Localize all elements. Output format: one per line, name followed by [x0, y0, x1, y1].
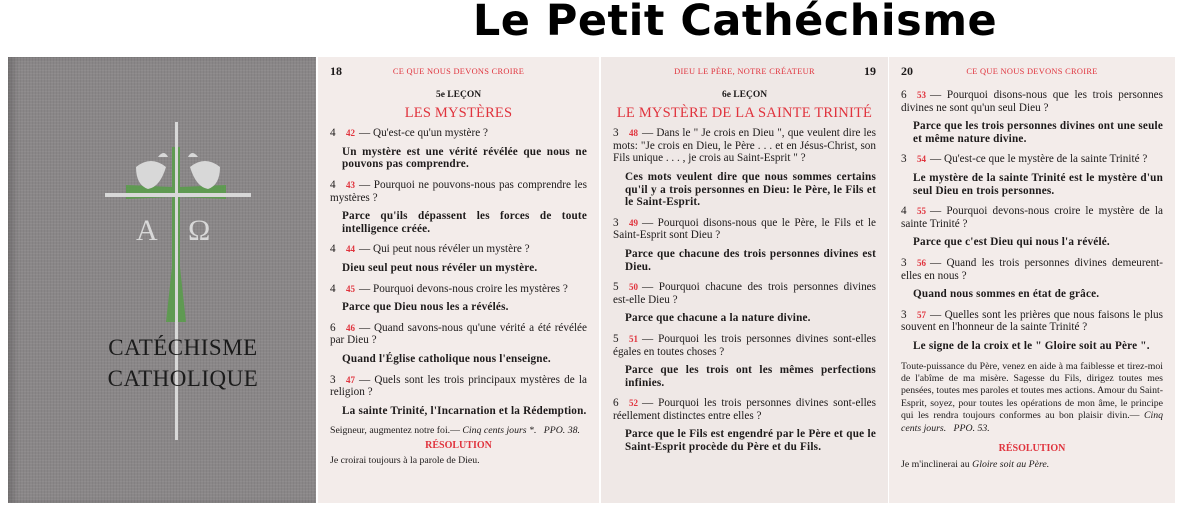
question-text: — Pourquoi devons-nous croire le mystère de la sainte Trinité ?	[901, 205, 1163, 230]
question-47	[330, 374, 587, 399]
question-52	[613, 397, 876, 422]
question-level: 4	[330, 178, 336, 191]
cross-emblem-icon	[8, 57, 316, 503]
question-55	[901, 205, 1163, 230]
question-text: — Pourquoi devons-nous croire les mystères ?	[359, 282, 568, 295]
running-head: CE QUE NOUS DEVONS CROIRE	[966, 67, 1098, 76]
question-number: 49	[629, 217, 638, 228]
question-level: 6	[901, 89, 907, 101]
page-19	[601, 57, 888, 503]
question-57	[901, 309, 1163, 334]
answer-49: Parce que chacune des trois personnes divines est Dieu.	[625, 247, 876, 273]
resolution-label: RÉSOLUTION	[998, 442, 1066, 454]
question-text: — Qui peut nous révéler un mystère ?	[359, 243, 530, 256]
resolution-text: Je m'inclinerai au Gloire soit au Père.	[901, 458, 1050, 470]
cover-title-line1: CATÉCHISME	[108, 335, 258, 360]
question-level: 3	[613, 216, 619, 229]
question-text: — Quelles sont les prières que nous faisons le plus souvent en l'honneur de la sainte Trinité ?	[901, 308, 1163, 334]
question-45	[330, 283, 587, 296]
question-number: 44	[346, 244, 355, 255]
question-51	[613, 333, 876, 358]
answer-47: La sainte Trinité, l'Incarnation et la Rédemption.	[342, 404, 587, 417]
cover-title-line2: CATHOLIQUE	[107, 366, 259, 391]
question-number: 43	[346, 179, 355, 190]
question-level: 5	[613, 332, 619, 345]
question-number: 53	[917, 90, 926, 100]
question-level: 3	[613, 127, 619, 140]
question-text: — Quels sont les trois principaux mystères de la religion ?	[330, 373, 587, 399]
lesson-number: 5e LEÇON	[435, 90, 482, 100]
question-number: 52	[629, 398, 638, 409]
running-head: CE QUE NOUS DEVONS CROIRE	[392, 67, 525, 76]
question-text: — Qu'est-ce qu'un mystère ?	[359, 127, 488, 140]
question-text: — Pourquoi ne pouvons-nous pas comprendre les mystères ?	[330, 178, 587, 204]
question-level: 4	[901, 205, 907, 218]
page-number: 19	[864, 64, 876, 78]
lesson-number: 6e LEÇON	[721, 90, 768, 100]
answer-48: Ces mots veulent dire que nous sommes certains qu'il y a trois personnes en Dieu: le Père, le Fils et le Saint-Esprit.	[625, 170, 876, 209]
question-text: — Qu'est-ce que le mystère de la sainte Trinité ?	[930, 153, 1148, 166]
question-text: — Pourquoi chacune des trois personnes divines est-elle Dieu ?	[613, 281, 876, 306]
question-number: 45	[346, 283, 355, 294]
question-number: 46	[346, 322, 355, 333]
question-number: 51	[629, 333, 638, 344]
question-number: 57	[917, 309, 926, 320]
page-number: 20	[901, 64, 913, 78]
question-number: 54	[917, 154, 926, 165]
svg-text:Ω: Ω	[188, 214, 211, 247]
answer-53: Parce que les trois personnes divines ont une seule et même nature divine.	[913, 120, 1163, 145]
answer-57: Le signe de la croix et le " Gloire soit au Père ".	[913, 339, 1150, 352]
question-level: 6	[613, 397, 619, 410]
question-number: 48	[629, 128, 638, 139]
page-number: 18	[330, 64, 342, 78]
svg-text:Α: Α	[136, 214, 158, 247]
question-text: — Pourquoi les trois personnes divines sont-elles égales en toutes choses ?	[613, 332, 876, 358]
question-text: — Dans le " Je crois en Dieu ", que veulent dire les mots: "Je crois en Dieu, le Père . . . et en Jésus-Christ, son Fils unique . . . , je crois au Saint-Esprit " ?	[613, 127, 876, 165]
question-level: 3	[901, 308, 907, 321]
question-level: 4	[330, 282, 336, 295]
question-level: 3	[901, 153, 907, 166]
question-text: — Quand les trois personnes divines demeurent-elles en nous ?	[901, 256, 1163, 282]
question-level: 3	[330, 373, 336, 386]
answer-54: Le mystère de la sainte Trinité est le mystère d'un seul Dieu en trois personnes.	[913, 171, 1163, 197]
page-18	[318, 57, 599, 503]
question-list	[901, 89, 1163, 353]
question-number: 42	[346, 128, 355, 139]
question-number: 55	[917, 206, 926, 217]
question-54	[901, 153, 1163, 166]
resolution-text: Je croirai toujours à la parole de Dieu.	[330, 455, 480, 467]
answer-50: Parce que chacune a la nature divine.	[625, 312, 811, 325]
question-list	[613, 127, 876, 453]
lesson-title: LE MYSTÈRE DE LA SAINTE TRINITÉ	[616, 104, 873, 121]
question-level: 4	[330, 127, 336, 140]
answer-42: Un mystère est une vérité révélée que nous ne pouvons pas comprendre.	[342, 145, 587, 171]
question-text: — Pourquoi disons-nous que les trois personnes divines ne sont qu'un seul Dieu ?	[901, 89, 1163, 114]
question-48	[613, 127, 876, 165]
question-53	[901, 89, 1163, 114]
question-list	[330, 127, 587, 417]
prayer: Seigneur, augmentez notre foi.— Cinq cents jours *. PPO. 38.	[330, 425, 580, 437]
answer-43: Parce qu'ils dépassent les forces de toute intelligence créée.	[342, 210, 587, 235]
question-text: — Pourquoi les trois personnes divines sont-elles réellement distinctes entre elles ?	[613, 397, 876, 422]
question-number: 50	[629, 282, 638, 293]
question-42	[330, 127, 587, 140]
question-number: 56	[917, 257, 926, 268]
answer-51: Parce que les trois ont les mêmes perfections infinies.	[625, 364, 876, 389]
question-level: 3	[901, 256, 907, 269]
running-head: DIEU LE PÈRE, NOTRE CRÉATEUR	[674, 67, 815, 76]
question-44	[330, 243, 587, 256]
question-46	[330, 322, 587, 347]
answer-44: Dieu seul peut nous révéler un mystère.	[342, 261, 538, 274]
answer-52: Parce que le Fils est engendré par le Père et que le Saint-Esprit procède du Père et du Fils.	[625, 428, 876, 454]
question-level: 4	[330, 243, 336, 256]
resolution-label: RÉSOLUTION	[425, 439, 492, 451]
answer-56: Quand nous sommes en état de grâce.	[913, 288, 1100, 301]
page-20	[889, 57, 1175, 503]
question-level: 5	[613, 281, 619, 294]
question-level: 6	[330, 321, 336, 334]
answer-55: Parce que c'est Dieu qui nous l'a révélé.	[913, 236, 1110, 249]
page-title: Le Petit Cathéchisme	[472, 0, 998, 46]
question-43	[330, 179, 587, 204]
question-49	[613, 217, 876, 242]
answer-46: Quand l'Église catholique nous l'enseigne.	[342, 352, 551, 365]
question-text: — Quand savons-nous qu'une vérité a été révélée par Dieu ?	[330, 321, 587, 347]
lesson-title: LES MYSTÈRES	[404, 104, 513, 121]
answer-45: Parce que Dieu nous les a révélés.	[342, 301, 509, 314]
question-50	[613, 281, 876, 306]
prayer: Toute-puissance du Père, venez en aide à ma faiblesse et tirez-moi de l'abîme de ma misère. Sagesse du Fils, dirigez toutes mes pensées, toutes mes paroles et toutes mes actions. Amour du Saint-Esprit, soyez, pour toutes les opérations de mon âme, le principe qui les rendra toujours conformes au bon plaisir divin.— Cinq cents jours. PPO. 53.	[901, 360, 1164, 434]
question-56	[901, 257, 1163, 282]
question-text: — Pourquoi disons-nous que le Père, le Fils et le Saint-Esprit sont Dieu ?	[613, 216, 876, 242]
book-cover	[8, 57, 316, 503]
question-number: 47	[346, 374, 355, 385]
